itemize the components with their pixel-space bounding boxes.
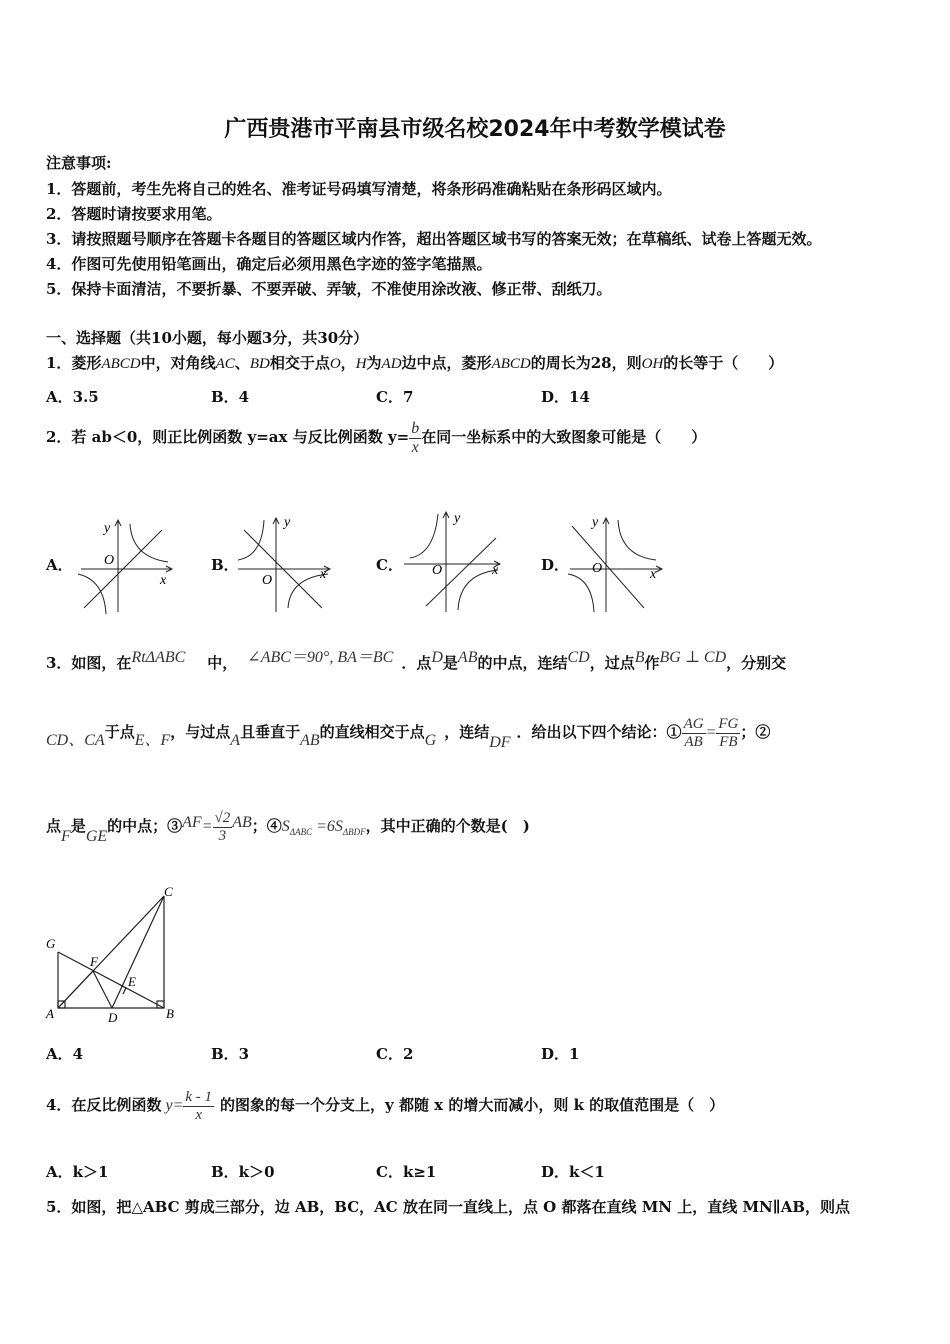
axis-x-label: x xyxy=(320,567,327,582)
origin-label: O xyxy=(432,563,443,578)
origin-label: O xyxy=(262,573,273,588)
q2-graph-b[interactable] xyxy=(236,512,336,614)
axis-x-label: x xyxy=(160,573,167,588)
section-heading: 一、选择题（共10小题，每小题3分，共30分） xyxy=(46,329,369,347)
point-f-label: F xyxy=(90,954,98,969)
q2-graph-d[interactable] xyxy=(566,512,666,614)
notice-heading: 注意事项: xyxy=(46,154,112,172)
point-b-label: B xyxy=(166,1006,174,1021)
notice-item-5: 5．保持卡面清洁，不要折暴、不要弄破、弄皱，不准使用涂改液、修正带、刮纸刀。 xyxy=(46,280,612,298)
point-c-label: C xyxy=(164,884,173,899)
axis-y-label: y xyxy=(592,515,599,530)
question-4: 4．在反比例函数 y= $\frac{k - 1}{x}$ 的图象的每一个分支上，y 都随 x 的增大而减小，则 k 的取值范围是（ ） xyxy=(46,1089,725,1123)
q3-option-c[interactable]: C．2 xyxy=(376,1045,414,1063)
axis-y-label: y xyxy=(104,521,111,536)
question-3-line-2: CD、CA于点E、F，与过点A且垂直于AB的直线相交于点G ，连结DF．给出以下四个结论：① $\frac{AG}{AB}$ = $\frac{FG}{FB}$ ；② xyxy=(46,716,771,751)
point-e-label: E xyxy=(128,974,136,989)
origin-label: O xyxy=(592,561,603,576)
question-3-line-1: 3．如图，在RtΔABC 中， ∠ABC＝90°, BA＝BC ．点D是AB的中点，连结CD，过点B作BG ⊥ CD，分别交 xyxy=(46,649,787,672)
q3-option-b[interactable]: B．3 xyxy=(211,1045,250,1063)
point-g-label: G xyxy=(46,936,56,951)
question-5: 5．如图，把△ABC 剪成三部分，边 AB，BC，AC 放在同一直线上，点 O 都落在直线 MN 上，直线 MN∥AB，则点 xyxy=(46,1198,851,1216)
q1-option-a[interactable]: A．3.5 xyxy=(46,388,99,406)
q4-option-a[interactable]: A．k＞1 xyxy=(46,1163,109,1181)
question-1: 1．菱形ABCD中，对角线AC、BD相交于点O，H为AD边中点，菱形ABCD的周长为28，则OH的长等于（ ） xyxy=(46,354,784,372)
q2-option-c-label[interactable]: C． xyxy=(376,556,403,574)
notice-item-2: 2．答题时请按要求用笔。 xyxy=(46,205,222,223)
notice-item-1: 1．答题前，考生先将自己的姓名、准考证号码填写清楚，将条形码准确粘贴在条形码区域内。 xyxy=(46,180,672,198)
q3-option-d[interactable]: D．1 xyxy=(541,1045,580,1063)
point-d-label: D xyxy=(108,1010,118,1025)
q4-option-c[interactable]: C．k≥1 xyxy=(376,1163,437,1181)
q4-option-d[interactable]: D．k＜1 xyxy=(541,1163,605,1181)
notice-item-4: 4．作图可先使用铅笔画出，确定后必须用黑色字迹的签字笔描黑。 xyxy=(46,255,492,273)
q2-option-b-label[interactable]: B． xyxy=(211,556,239,574)
axis-y-label: y xyxy=(284,515,291,530)
axis-x-label: x xyxy=(492,563,499,578)
q3-option-a[interactable]: A．4 xyxy=(46,1045,84,1063)
q1-option-b[interactable]: B．4 xyxy=(211,388,250,406)
q1-option-d[interactable]: D．14 xyxy=(541,388,590,406)
q2-graph-c[interactable] xyxy=(402,508,506,614)
origin-label: O xyxy=(104,553,115,568)
axis-x-label: x xyxy=(650,567,657,582)
notice-item-3: 3．请按照题号顺序在答题卡各题目的答题区域内作答，超出答题区域书写的答案无效；在草稿纸、试卷上答题无效。 xyxy=(46,230,822,248)
question-3-line-3: 点F是GE的中点；③AF= $\frac{√2}{3}$ AB；$④S_{\Delta ABC} =6S_{\Delta BDF}$，其中正确的个数是( ) xyxy=(46,810,530,845)
axis-y-label: y xyxy=(454,511,461,526)
page-title: 广西贵港市平南县市级名校2024年中考数学模试卷 xyxy=(224,117,726,142)
question-2: 2．若 ab＜0，则正比例函数 y=ax 与反比例函数 y= $\frac{b}{x}$ 在同一坐标系中的大致图象可能是（ ） xyxy=(46,420,707,456)
q2-option-a-label[interactable]: A． xyxy=(46,556,73,574)
q3-figure xyxy=(40,880,190,1030)
q4-option-b[interactable]: B．k＞0 xyxy=(211,1163,275,1181)
point-a-label: A xyxy=(46,1006,54,1021)
q2-graph-a[interactable] xyxy=(76,512,176,614)
q1-option-c[interactable]: C．7 xyxy=(376,388,414,406)
q2-option-d-label[interactable]: D． xyxy=(541,556,570,574)
